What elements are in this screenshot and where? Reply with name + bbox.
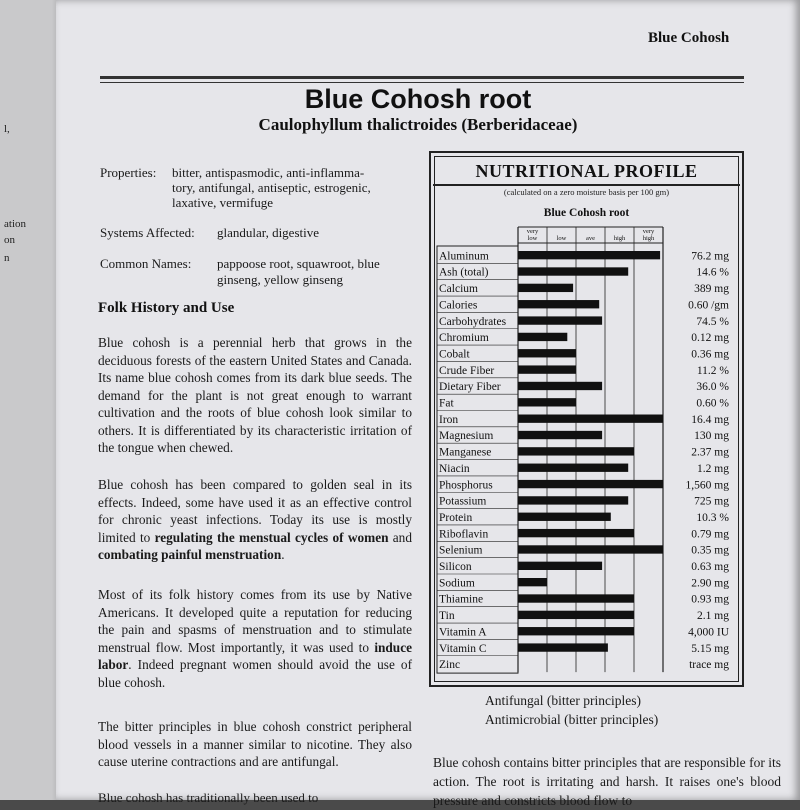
nutrient-bar [518,611,634,619]
nutrient-label: Dietary Fiber [439,381,501,394]
nutrient-amount: 0.79 mg [691,528,729,541]
nutrient-amount: 130 mg [694,430,729,443]
nutrient-amount: 14.6 % [696,266,729,279]
emphasis-text: combating painful menstruation [98,547,282,562]
nutrient-amount: 10.3 % [696,511,729,524]
nutrient-label: Fat [439,397,454,410]
nutrient-label: Phosphorus [439,479,493,492]
nutrient-amount: 74.5 % [696,315,729,328]
nutrient-bar [518,251,660,259]
scale-label: high [642,235,655,242]
paragraph-bitter-principles: The bitter principles in blue cohosh constrict peripheral blood vessels in a manner similar to nicotine. They also cause uterine contractions and are antifungal. [98,719,412,769]
paragraph-text: . [281,547,285,562]
nutrient-label: Tin [439,610,455,623]
nutrient-amount: 2.37 mg [691,446,729,459]
nutrient-chart [431,153,742,685]
nutrient-amount: 0.36 mg [691,348,729,361]
section-heading: Folk History and Use [98,300,235,316]
nutrient-label: Selenium [439,544,483,557]
nutrient-bar [518,431,602,439]
left-page-fragment: l, [4,123,10,135]
nutrient-label: Zinc [439,659,461,672]
nutrient-amount: 1,560 mg [685,479,729,492]
scale-label: ave [585,235,596,242]
nutrient-amount: trace mg [689,659,729,672]
nutrient-label: Crude Fiber [439,364,495,377]
emphasis-text: induce labor [98,639,412,672]
nutrient-bar [518,545,663,553]
nutrient-label: Manganese [439,446,492,459]
nutrient-amount: 2.90 mg [691,577,729,590]
paragraph-golden-seal [98,476,412,564]
nutrient-label: Protein [439,511,473,524]
left-page-fragment: ation [4,218,26,230]
nutrient-bar [518,333,567,341]
nutrient-amount: 76.2 mg [691,250,729,263]
emphasis-text: regulating the menstual cycles of women [154,529,389,545]
header-rule [100,76,744,79]
header-rule-thin [100,82,744,83]
paragraph-cut-off: Blue cohosh has traditionally been used to [98,790,319,805]
properties-line: laxative, vermifuge [172,195,274,210]
nutritional-profile-box [429,151,744,687]
nutrient-label: Thiamine [439,593,484,606]
nutrient-bar [518,480,663,488]
nutrient-amount: 2.1 mg [697,610,729,623]
nutrient-amount: 725 mg [694,495,729,508]
nutrient-bar [518,300,599,308]
scale-label: very [642,228,655,235]
nutrient-label: Vitamin A [439,626,487,639]
nutrient-label: Sodium [439,577,475,590]
nutrient-amount: 11.2 % [696,364,729,377]
nutrient-bar [518,284,573,292]
systems-entry [100,225,410,243]
nutrient-bar [518,365,576,373]
nutrient-bar [518,562,602,570]
paragraph-text: Most of its folk history comes from its use by Native Americans. It developed quite a reputation for reducing the pain and spasms of menstruation and to stimulate menstrual flow. Most importantly, it was used to [98,587,412,655]
scale-label: low [556,235,567,242]
nutrient-bar [518,627,634,635]
nutrient-amount: 4,000 IU [688,626,729,639]
nutrient-label: Silicon [439,561,472,573]
nutrient-label: Riboflavin [439,528,489,541]
nutrient-bar [518,398,576,406]
nutrient-amount: 0.60 /gm [688,299,729,312]
page-subtitle: Caulophyllum thalictroides (Berberidaceae) [258,115,578,134]
paragraph-text: Blue cohosh has been compared to golden seal in its effects. Indeed, some have used it as an effective control for chronic yeast infections. Today its use is mostly limited to [98,477,412,545]
left-page-fragment: on [4,234,15,246]
nutrient-bar [518,513,611,521]
scale-label: high [613,235,626,242]
nutrient-label: Calories [439,299,478,312]
nutrient-amount: 389 mg [694,283,729,296]
page-title: Blue Cohosh root [304,84,532,114]
common-names-label: Common Names: [100,256,192,271]
nutrient-amount: 5.15 mg [691,642,729,655]
paragraph-native-americans [98,586,412,691]
properties-entry [100,165,410,215]
nutrient-amount: 0.60 % [696,397,729,410]
common-names-entry [100,256,410,290]
nutrient-bar [518,594,634,602]
common-names-line: ginseng, yellow ginseng [217,272,344,287]
common-names-line: pappoose root, squawroot, blue [217,256,380,271]
nutrition-subtitle: (calculated on a zero moisture basis per 100 gm) [503,187,670,197]
nutrient-amount: 36.0 % [696,381,729,394]
systems-value: glandular, digestive [217,225,320,240]
nutrient-amount: 1.2 mg [697,462,729,475]
nutrient-bar [518,382,602,390]
nutrient-bar [518,643,608,651]
nutrient-bar [518,464,628,472]
nutrition-plant-name: Blue Cohosh root [543,207,630,219]
systems-label: Systems Affected: [100,225,195,240]
nutrient-amount: 0.93 mg [691,593,729,606]
nutrient-amount: 16.4 mg [691,413,729,426]
nutrient-bar [518,415,663,423]
paragraph-bitter-principles-right: Blue cohosh contains bitter principles that are responsible for its action. The root is irritating and harsh. It raises one's blood pressure and constricts blood flow to [433,755,781,808]
nutrient-bar [518,529,634,537]
nutrient-amount: 0.35 mg [691,544,729,557]
properties-line: tory, antifungal, antiseptic, estrogenic, [172,180,371,195]
caption-antimicrobial: Antimicrobial (bitter principles) [485,712,659,727]
paragraph-text: and [388,529,412,545]
nutrient-bar [518,447,634,455]
properties-label: Properties: [100,165,157,180]
nutrition-title: NUTRITIONAL PROFILE [475,161,698,181]
scale-label: very [526,228,539,235]
nutrient-label: Niacin [439,462,470,475]
nutrient-amount: 0.63 mg [691,561,729,573]
nutrient-bar [518,349,576,357]
running-head: Blue Cohosh [648,30,730,46]
nutrient-label: Calcium [439,283,478,296]
nutrient-bar [518,267,628,275]
nutrient-label: Magnesium [439,430,494,443]
nutrient-label: Aluminum [439,250,489,263]
nutrient-label: Potassium [439,495,487,508]
nutrient-bar [518,316,602,324]
paragraph-text: . Indeed pregnant women should avoid the use of blue cohosh. [98,657,412,690]
nutrient-label: Ash (total) [439,266,489,279]
nutrient-label: Chromium [439,332,489,345]
properties-line: bitter, antispasmodic, anti-inflamma- [172,165,365,180]
nutrient-label: Cobalt [439,348,470,361]
nutrient-bar [518,496,628,504]
nutrient-label: Carbohydrates [439,315,507,328]
nutrient-amount: 0.12 mg [691,332,729,345]
left-page-fragment: n [4,252,10,264]
nutrient-label: Iron [439,413,459,426]
caption-antifungal: Antifungal (bitter principles) [485,693,641,708]
nutrient-label: Vitamin C [439,642,487,655]
scale-label: low [527,235,538,242]
paragraph-intro: Blue cohosh is a perennial herb that grows in the deciduous forests of the eastern United States and Canada. Its name blue cohosh comes from its dark blue seeds. The demand for the plant is not great enough to warrant cultivation and the roots of blue cohosh look similar to others. It is differentiated by its characteristic irritation of the tongue when chewed. [98,335,412,455]
nutrient-bar [518,578,547,586]
